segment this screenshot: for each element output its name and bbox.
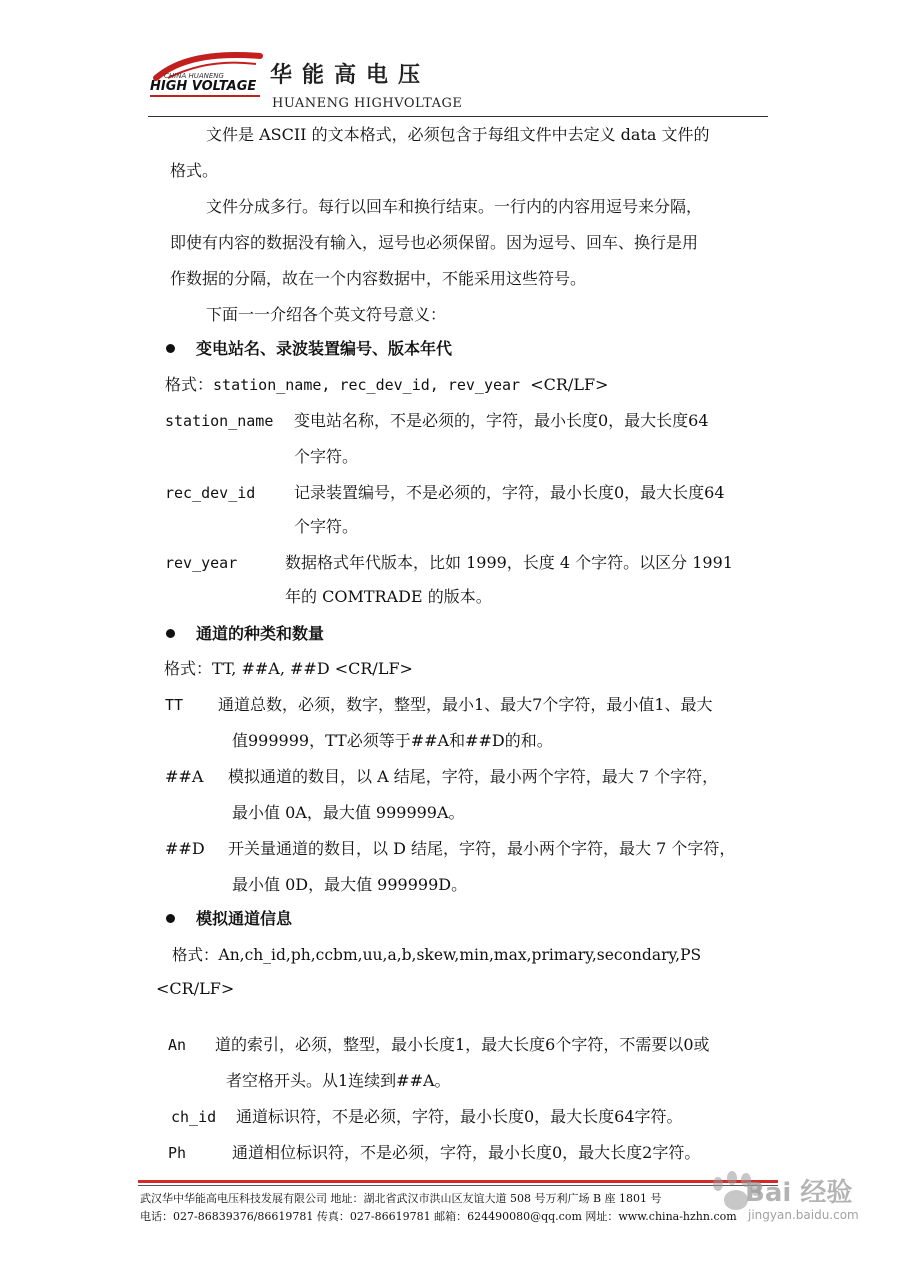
paragraph-1-line-2: 格式。	[170, 161, 219, 180]
term-rec-dev-id: rec_dev_id	[165, 484, 256, 502]
bullet-icon	[166, 629, 175, 638]
paragraph-3: 下面一一介绍各个英文符号意义：	[206, 305, 447, 324]
section-2-heading: 通道的种类和数量	[196, 624, 325, 643]
section-3-heading: 模拟通道信息	[196, 909, 293, 928]
paragraph-2-line-2: 即使有内容的数据没有输入，逗号也必须保留。因为逗号、回车、换行是用	[170, 233, 699, 252]
section-2-format: 格式：TT, ##A, ##D <CR/LF>	[164, 659, 413, 678]
term-tt: TT	[165, 696, 184, 714]
def-rev-year-line-1: 数据格式年代版本，比如 1999，长度 4 个字符。以区分 1991	[285, 553, 733, 572]
def-tt-line-1: 通道总数，必须，数字，整型，最小1、最大7个字符，最小值1、最大	[218, 695, 713, 714]
def-an-line-2: 者空格开头。从1连续到##A。	[226, 1071, 451, 1090]
watermark-url: jingyan.baidu.com	[748, 1208, 859, 1222]
bullet-icon	[166, 914, 175, 923]
term-digital-count: ##D	[165, 839, 205, 858]
logo-small-text: CHINA HUANENG	[164, 72, 224, 80]
paragraph-1-line-1: 文件是 ASCII 的文本格式，必须包含于每组文件中去定义 data 文件的	[206, 125, 710, 144]
watermark-word: Bai 经验	[745, 1178, 853, 1208]
def-analog-count-line-2: 最小值 0A，最大值 999999A。	[232, 803, 465, 822]
def-tt-line-2: 值999999，TT必须等于##A和##D的和。	[232, 731, 553, 750]
def-rec-dev-id-line-2: 个字符。	[294, 517, 359, 536]
format-label: 格式：	[165, 375, 214, 394]
brand-name-cn: 华能高电压	[270, 62, 431, 88]
term-analog-count: ##A	[165, 767, 204, 786]
bullet-icon	[166, 344, 175, 353]
def-ph-line-1: 通道相位标识符，不是必须，字符，最小长度0，最大长度2字符。	[232, 1143, 701, 1162]
def-ch-id-line-1: 通道标识符，不是必须，字符，最小长度0，最大长度64字符。	[236, 1107, 683, 1126]
paragraph-2-line-3: 作数据的分隔，故在一个内容数据中，不能采用这些符号。	[170, 269, 587, 288]
paragraph-2-line-1: 文件分成多行。每行以回车和换行结束。一行内的内容用逗号来分隔，	[206, 197, 703, 216]
term-rev-year: rev_year	[165, 554, 238, 572]
def-digital-count-line-1: 开关量通道的数目，以 D 结尾，字符，最小两个字符，最大 7 个字符，	[228, 839, 736, 858]
logo-main-text: HIGH VOLTAGE	[150, 79, 257, 94]
footer-address: 武汉华中华能高电压科技发展有限公司 地址：湖北省武汉市洪山区友谊大道 508 号万利广场 B 座 1801 号	[140, 1192, 662, 1205]
section-3-format-line-1: 格式：An,ch_id,ph,ccbm,uu,a,b,skew,min,max,primary,secondary,PS	[172, 946, 702, 964]
format-code: station_name, rec_dev_id, rev_year	[213, 376, 521, 394]
section-1-heading: 变电站名、录波装置编号、版本年代	[196, 339, 453, 358]
header-divider	[148, 116, 768, 117]
section-1-format	[165, 374, 608, 396]
def-an-line-1: 道的索引，必须，整型，最小长度1，最大长度6个字符，不需要以0或	[215, 1035, 710, 1054]
def-station-name-line-1: 变电站名称，不是必须的，字符，最小长度0，最大长度64	[294, 411, 709, 430]
term-station-name: station_name	[165, 412, 274, 430]
term-an: An	[168, 1036, 187, 1054]
def-analog-count-line-1: 模拟通道的数目，以 A 结尾，字符，最小两个字符，最大 7 个字符，	[228, 767, 719, 786]
section-3-format-line-2: <CR/LF>	[156, 979, 235, 998]
brand-name-en: HUANENG HIGHVOLTAGE	[272, 96, 463, 111]
def-rev-year-line-2: 年的 COMTRADE 的版本。	[285, 587, 492, 606]
footer-contact: 电话：027-86839376/86619781 传真：027-86619781 邮箱：624490080@qq.com 网址：www.china-hzhn.com	[140, 1210, 737, 1223]
def-digital-count-line-2: 最小值 0D，最大值 999999D。	[232, 875, 468, 894]
term-ph: Ph	[168, 1144, 187, 1162]
company-logo	[148, 48, 268, 106]
def-rec-dev-id-line-1: 记录装置编号，不是必须的，字符，最小长度0，最大长度64	[294, 483, 725, 502]
format-end: <CR/LF>	[530, 375, 609, 394]
def-station-name-line-2: 个字符。	[294, 447, 359, 466]
term-ch-id: ch_id	[171, 1108, 217, 1126]
